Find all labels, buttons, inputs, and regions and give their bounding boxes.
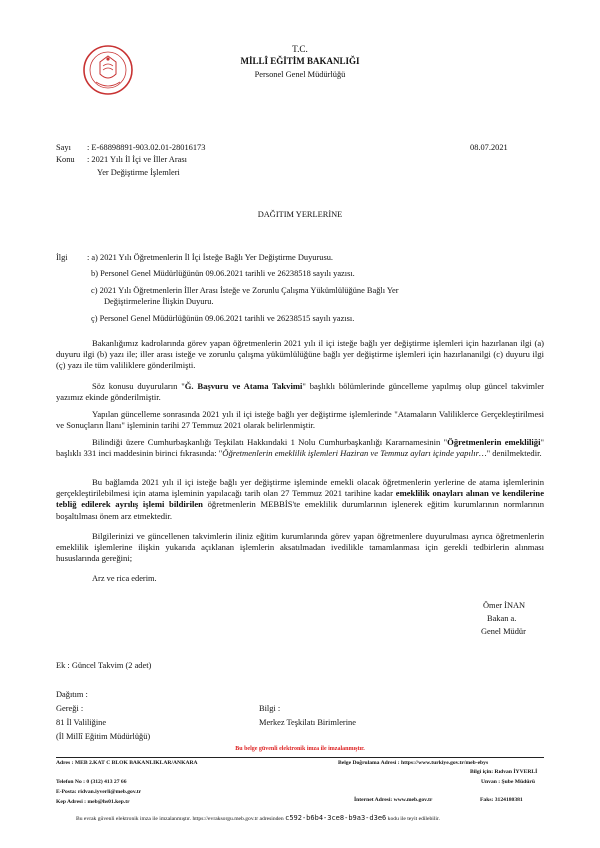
footer-phone: Telefon No : 0 (312) 413 27 66: [56, 779, 127, 785]
paragraph-4-bold: Öğretmenlerin emekliliği: [447, 437, 541, 447]
dagitim-label: Dağıtım :: [56, 690, 88, 699]
konu-value-1: : 2021 Yılı İl İçi ve İller Arası: [87, 155, 187, 164]
header-department: Personel Genel Müdürlüğü: [254, 70, 346, 79]
bilgi-value: Merkez Teşkilatı Birimlerine: [259, 718, 356, 727]
paragraph-2-c: " başlıklı bölümlerinde güncelleme yapılmış olup güncel takvimler yazımız ekinde gönderilmiştir.: [56, 381, 544, 403]
gereği-label: Gereği :: [56, 704, 84, 713]
gereği-value-2: (İl Millî Eğitim Müdürlüğü): [56, 732, 151, 741]
footer-verification-suffix: kodu ile teyit edilebilir.: [387, 816, 440, 822]
paragraph-4-c: " başlıklı 331 inci maddesinin birinci fıkrasında: ": [56, 437, 545, 459]
ilgi-c-line1: c) 2021 Yılı Öğretmenlerin İller Arası İsteğe ve Zorunlu Çalışma Yükümlülüğüne Bağlı Yer: [91, 286, 399, 295]
paragraph-2-bold: Ğ. Başvuru ve Atama Takvimi: [184, 381, 303, 391]
footer-divider: [56, 757, 544, 758]
paragraph-4-italic: Öğretmenlerin emeklilik işlemleri Haziran ve Temmuz ayları içinde yapılır…: [222, 448, 487, 459]
paragraph-1: Bakanlığımız kadrolarında görev yapan öğretmenlerin 2021 yılı il içi isteğe bağlı yer değiştirme işlemleri için hazırlanan ilgi (a) duyuru ilgi (b) yazı ile; iller arası isteğe ve zorunlu çalışma yükümlülüğüne bağlı yer değiştirme işlemleri için hazırlananilgi (c) duyuru ilgi (ç) yazı ile tüm valiliklere gönderilmişti.: [56, 338, 544, 371]
footer-kep[interactable]: Kep Adresi : meb@hs01.kep.tr: [56, 799, 130, 805]
paragraph-5-c: öğretmenlerin MEBBİS'te emeklilik durumlarının işlenerek eğitim kurumlarının normlarının boşaltılması önem arz etmektedir.: [56, 499, 545, 521]
konu-label: Konu: [56, 155, 75, 164]
gereği-value: 81 İl Valiliğine: [56, 718, 107, 727]
distribution-title: DAĞITIM YERLERİNE: [257, 210, 343, 219]
footer-info-contact: Bilgi için: Rıdvan İYVERLİ: [470, 769, 538, 775]
ilgi-b: b) Personel Genel Müdürlüğünün 09.06.2021 tarihli ve 26238518 sayılı yazısı.: [91, 269, 355, 278]
paragraph-4-e: " denilmektedir.: [486, 448, 542, 459]
paragraph-2-a: Söz konusu duyuruların ": [92, 381, 185, 391]
footer-verify[interactable]: Belge Doğrulama Adresi : https://www.turkiye.gov.tr/meb-ebys: [338, 760, 489, 766]
ilgi-label: İlgi: [56, 253, 68, 262]
sayi-value: : E-68898891-903.02.01-28016173: [87, 143, 206, 152]
paragraph-6: Bilgilerinizi ve güncellenen takvimlerin iliniz eğitim kurumlarında görev yapan öğretmenlere duyurulması ayrıca öğretmenlerin emeklilik işlemlerine ilişkin yukarıda açıklanan işlemlerin aksatılmadan ivedilikle tamamlanması için gerekli tedbirlerin alınması hususlarında gereğini;: [56, 531, 544, 564]
attachment-note: Ek : Güncel Takvim (2 adet): [56, 661, 152, 670]
footer-verification-prefix: Bu evrak güvenli elektronik imza ile imzalanmıştır. https://evraksorgu.meb.gov.tr adresinden: [76, 816, 284, 822]
document-date: 08.07.2021: [470, 143, 508, 152]
signatory-title-2: Genel Müdür: [481, 627, 526, 636]
footer-email[interactable]: E-Posta: ridvan.iyverli@meb.gov.tr: [56, 789, 142, 795]
paragraph-5: [56, 477, 544, 522]
paragraph-4: [56, 437, 544, 459]
ilgi-d: ç) Personel Genel Müdürlüğünün 09.06.2021 tarihli ve 26238515 sayılı yazısı.: [91, 314, 355, 323]
closing-line: Arz ve rica ederim.: [92, 574, 157, 583]
footer-verification-text: [76, 815, 440, 823]
sayi-label: Sayı: [56, 143, 71, 152]
signatory-title-1: Bakan a.: [487, 614, 517, 623]
header-ministry: MİLLÎ EĞİTİM BAKANLIĞI: [240, 56, 360, 66]
paragraph-5-a: Bu bağlamda 2021 yılı il içi isteğe bağlı yer değiştirme işleminde emekli olacak öğretmenlerin yerlerine de atama işlemlerinin gerçekleştirilebilmesi için atama işleminin yapılacağı tarih olan 27 Temmuz 2021 tarihine kadar: [56, 477, 544, 499]
bilgi-label: Bilgi :: [259, 704, 281, 713]
ilgi-c-line2: Değiştirmelerine İlişkin Duyuru.: [104, 297, 214, 306]
paragraph-3: Yapılan güncelleme sonrasında 2021 yılı il içi isteğe bağlı yer değiştirme işlemlerinde "Atamaların Valiliklerce Gerçekleştirilmesi ve Sonuçların İlanı" işleminin tarihi 27 Temmuz 2021 olarak belirlenmiştir.: [56, 409, 544, 431]
ilgi-a: : a) 2021 Yılı Öğretmenlerin İl İçi İsteğe Bağlı Yer Değiştirme Duyurusu.: [87, 253, 334, 262]
e-signature-note: Bu belge güvenli elektronik imza ile imzalanmıştır.: [235, 746, 365, 752]
konu-value-2: Yer Değiştirme İşlemleri: [97, 168, 180, 177]
paragraph-2: [56, 381, 544, 403]
paragraph-4-a: Bilindiği üzere Cumhurbaşkanlığı Teşkilatı Hakkındaki 1 Nolu Cumhurbaşkanlığı Kararnamesinin ": [92, 437, 448, 447]
header-tc: T.C.: [292, 44, 308, 54]
footer-internet[interactable]: İnternet Adresi: www.meb.gov.tr: [354, 797, 433, 803]
footer-verification-code: c592-b6b4-3ce8-b9a3-d3e6: [285, 814, 387, 822]
paragraph-5-bold: emeklilik onayları alınan ve kendilerine tebliğ edilerek ayrılış işlemi bildirilen: [56, 488, 545, 510]
footer-unvan: Unvan : Şube Müdürü: [481, 779, 535, 785]
signatory-name: Ömer İNAN: [483, 601, 526, 610]
footer-fax: Faks: 3124180381: [480, 797, 523, 803]
footer-address: Adres : MEB 2.KAT C BLOK BAKANLIKLAR/ANKARA: [56, 760, 198, 766]
